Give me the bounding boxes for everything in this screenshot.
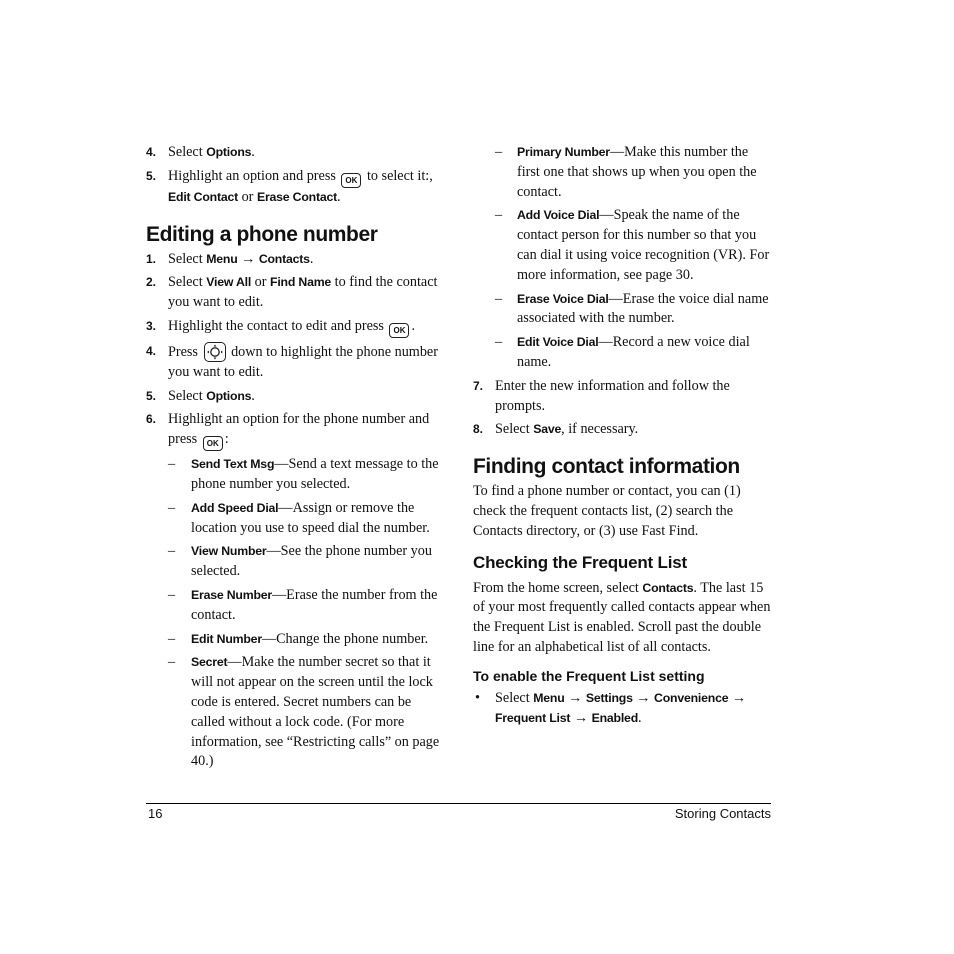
dash-marker: –: [495, 207, 503, 224]
frequent-paragraph: [473, 579, 773, 658]
option-edit-voice-dial: [473, 333, 773, 373]
step-4-select-options: [146, 143, 446, 163]
option-text: —Erase the number from the contact.: [191, 586, 438, 623]
menu-term: Edit Contact: [168, 189, 239, 204]
dash-marker: –: [168, 654, 176, 671]
arrow-separator: →: [728, 689, 747, 706]
ok-key-icon: OK: [341, 173, 361, 188]
arrow-separator: →: [564, 689, 586, 706]
step-text: Select: [495, 689, 534, 706]
step-text: .: [251, 387, 255, 404]
step-number: 4.: [146, 343, 157, 358]
step-1: [146, 250, 446, 270]
dash-marker: –: [168, 630, 176, 647]
menu-term: Options: [206, 145, 252, 159]
intro-paragraph: To find a phone number or contact, you can (1) check the frequent contacts list, (2) search the Contacts directory, or (3) use Fast Find.: [473, 483, 741, 539]
option-primary-number: [473, 143, 773, 202]
section-heading-editing: Editing a phone number: [146, 222, 378, 246]
step-text: Select: [168, 274, 207, 291]
step-text: Select: [168, 144, 207, 160]
step-text: Enter the new information and follow the prompts.: [495, 377, 730, 414]
menu-term: Contacts: [258, 251, 310, 266]
menu-term: Find Name: [270, 275, 332, 290]
step-4: [146, 342, 446, 383]
paragraph-text: From the home screen, select: [473, 579, 643, 596]
bullet-marker: •: [475, 689, 480, 706]
step-5: [146, 387, 446, 407]
step-text: Press: [168, 343, 202, 360]
procedure-heading: To enable the Frequent List setting: [473, 667, 705, 684]
menu-term: Erase Contact: [256, 189, 338, 204]
step-text: .: [638, 709, 642, 726]
option-add-speed-dial: [146, 499, 446, 539]
dash-marker: –: [495, 334, 503, 351]
option-label: Edit Number: [191, 631, 262, 646]
step-text: Highlight an option for the phone number and press: [168, 411, 430, 448]
option-send-text-msg: [146, 455, 446, 495]
step-5-highlight-option: [146, 167, 446, 208]
dash-marker: –: [495, 144, 503, 160]
arrow-separator: →: [237, 250, 259, 267]
option-label: Add Speed Dial: [191, 500, 279, 515]
option-text: —Make the number secret so that it will not appear on the screen until the lock code is entered. Secret numbers can be called without a lock code. (For more information, see “Restricting calls” on page 40.): [191, 654, 440, 770]
ok-key-icon: OK: [389, 323, 409, 338]
step-number: 3.: [146, 318, 157, 333]
menu-term: Menu: [206, 251, 238, 266]
step-text: .: [251, 144, 255, 160]
option-label: Edit Voice Dial: [517, 335, 599, 350]
menu-term: Options: [206, 388, 252, 403]
step-number: 4.: [146, 145, 157, 159]
option-label: Erase Voice Dial: [517, 291, 609, 306]
menu-term: Settings: [585, 690, 633, 705]
dash-marker: –: [168, 456, 176, 473]
step-text: or: [238, 188, 257, 205]
step-text: Select: [168, 250, 207, 267]
option-text: —Record a new voice dial name.: [517, 334, 750, 370]
step-text: :: [224, 431, 229, 448]
step-number: 2.: [146, 275, 157, 290]
menu-term: Menu: [533, 690, 565, 705]
step-7: [473, 377, 773, 417]
option-text: —Make this number the first one that shows up when you open the contact.: [517, 144, 757, 200]
ok-key-icon: OK: [203, 436, 223, 451]
step-text: down to highlight the phone number you want to edit.: [168, 343, 438, 380]
menu-term: Contacts: [642, 580, 694, 595]
option-label: Erase Number: [191, 587, 272, 602]
option-text: —Assign or remove the location you use to speed dial the number.: [191, 499, 430, 536]
step-6: [146, 410, 446, 451]
right-column: [473, 143, 773, 728]
subheading-frequent-list: Checking the Frequent List: [473, 552, 687, 572]
option-label: Add Voice Dial: [517, 208, 600, 223]
menu-term: Frequent List: [495, 710, 571, 725]
step-8: [473, 420, 773, 440]
page-number: 16: [148, 806, 163, 821]
option-label: Secret: [191, 655, 228, 670]
option-label: Primary Number: [517, 145, 610, 159]
bullet-enable-frequent-list: [473, 689, 773, 729]
step-number: 8.: [473, 422, 484, 437]
step-number: 6.: [146, 412, 157, 427]
option-secret: [146, 653, 446, 772]
step-text: Highlight an option and press: [168, 167, 340, 184]
navigation-key-icon: [204, 342, 226, 362]
step-text: .: [411, 317, 416, 334]
step-number: 1.: [146, 251, 157, 266]
option-add-voice-dial: [473, 206, 773, 285]
step-text: .: [309, 250, 314, 267]
section-name: Storing Contacts: [674, 806, 771, 821]
option-label: View Number: [191, 544, 267, 559]
arrow-separator: →: [570, 709, 592, 726]
step-text: Highlight the contact to edit and press: [168, 317, 388, 334]
option-edit-number: [146, 630, 446, 650]
dash-marker: –: [168, 586, 176, 603]
step-number: 7.: [473, 378, 484, 393]
dash-marker: –: [495, 290, 503, 307]
menu-term: Enabled: [591, 710, 639, 725]
option-text: —Send a text message to the phone number you selected.: [191, 456, 439, 492]
option-erase-number: [146, 586, 446, 626]
option-text: —Erase the voice dial name associated with the number.: [517, 290, 769, 327]
option-label: Send Text Msg: [191, 457, 275, 472]
step-text: .: [337, 188, 341, 205]
arrow-separator: →: [632, 689, 655, 706]
option-view-number: [146, 542, 446, 582]
footer-rule: [146, 803, 771, 804]
section-heading-finding: Finding contact information: [473, 455, 740, 479]
dash-marker: –: [168, 543, 176, 560]
dash-marker: –: [168, 499, 176, 516]
menu-term: Save: [533, 422, 562, 437]
step-number: 5.: [146, 388, 157, 403]
step-3: [146, 317, 446, 338]
step-text: to find the contact you want to edit.: [168, 274, 438, 311]
left-column: [146, 143, 446, 776]
step-text: to select it:,: [363, 167, 433, 184]
step-text: or: [251, 274, 271, 291]
menu-term: Convenience: [654, 690, 729, 705]
paragraph-text: . The last 15 of your most frequently called contacts appear when the Frequent List is enabled. Scroll past the double line for an alphabetical list of all contacts.: [473, 579, 771, 655]
option-text: —See the phone number you selected.: [191, 543, 432, 580]
menu-term: View All: [206, 275, 252, 290]
option-text: —Speak the name of the contact person for this number so that you can dial it using voice recognition (VR). For more information, see page 30.: [517, 207, 770, 283]
step-number: 5.: [146, 168, 157, 183]
step-text: Select: [168, 387, 207, 404]
step-2: [146, 273, 446, 313]
step-text: , if necessary.: [561, 421, 639, 438]
option-text: —Change the phone number.: [261, 630, 429, 647]
step-text: Select: [495, 421, 534, 438]
option-erase-voice-dial: [473, 290, 773, 330]
